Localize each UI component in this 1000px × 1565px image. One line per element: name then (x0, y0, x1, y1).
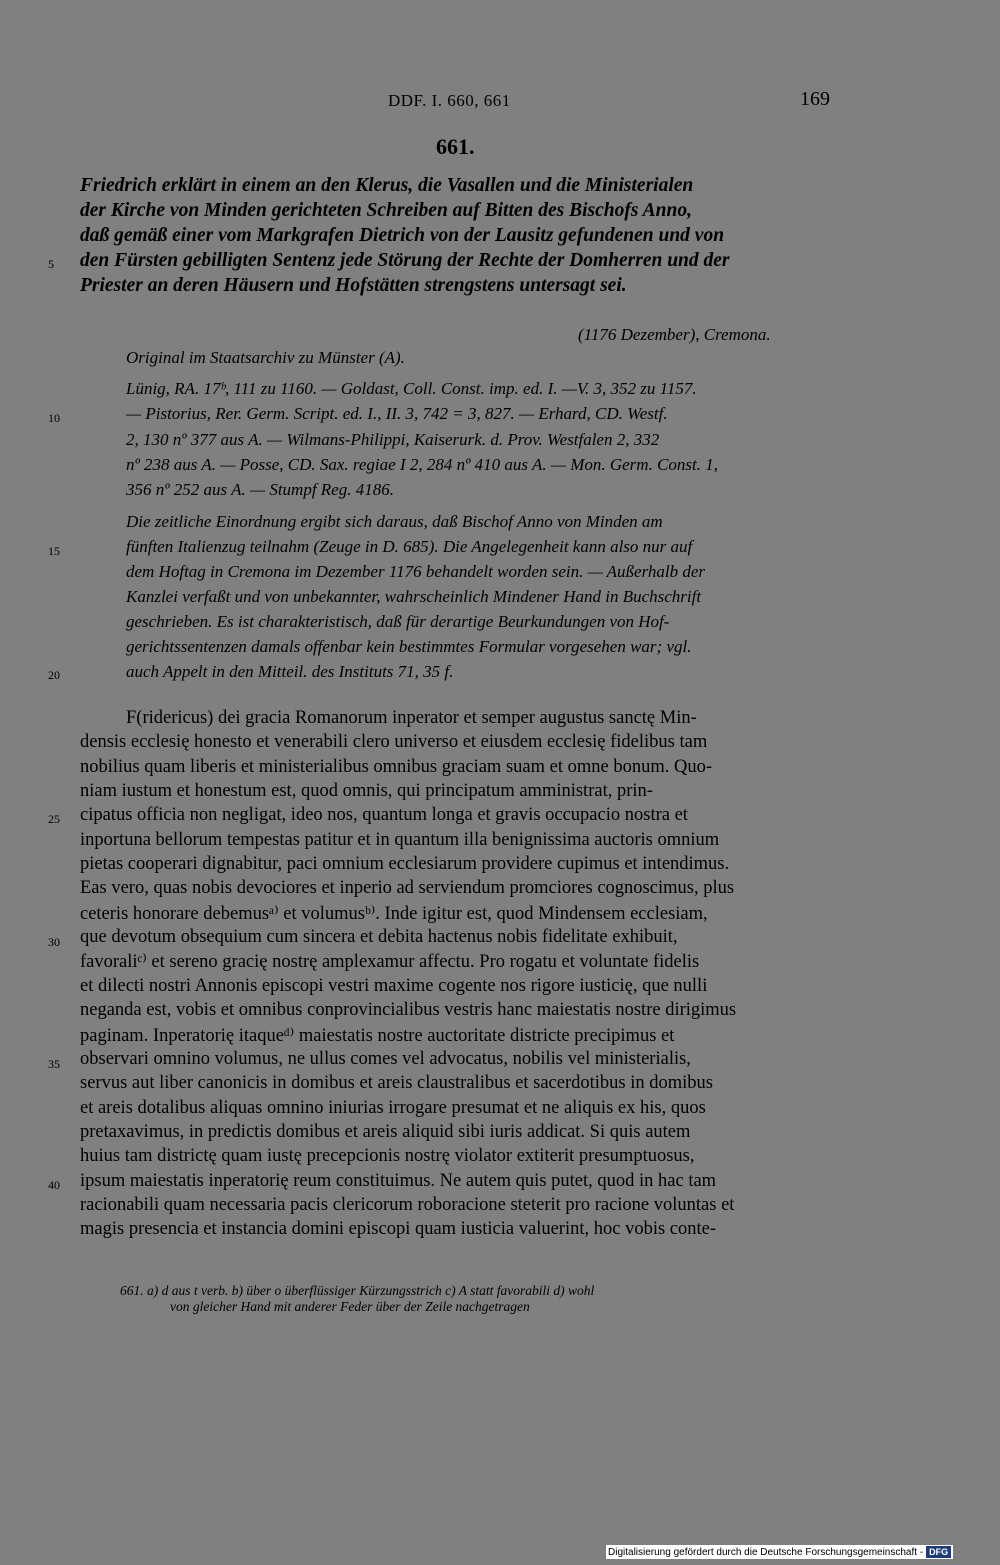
regest-line: der Kirche von Minden gerichteten Schreiben auf Bitten des Bischofs Anno, (80, 200, 692, 221)
date-place: (1176 Dezember), Cremona. (578, 325, 771, 344)
body-line: pretaxavimus, in predictis domibus et areis aliquid sibi iuris addicat. Si quis autem (80, 1122, 691, 1142)
body-line: observari omnino volumus, ne ullus comes vel advocatus, nobilis vel ministerialis, (80, 1049, 691, 1069)
body-line: magis presencia et instancia domini episcopi quam iusticia valuerint, hoc vobis conte- (80, 1219, 717, 1239)
edition-line: 356 nº 252 aus A. — Stumpf Reg. 4186. (126, 480, 394, 499)
line-number: 25 (48, 812, 60, 826)
commentary-line: fünften Italienzug teilnahm (Zeuge in D. 685). Die Angelegenheit kann also nur auf (126, 537, 693, 556)
funding-notice (606, 1545, 953, 1559)
line-number: 35 (48, 1057, 60, 1071)
body-line: neganda est, vobis et omnibus conprovincialibus vestris hanc maiestatis nostre dirigimus (80, 1000, 737, 1020)
commentary-line: gerichtssentenzen damals offenbar kein bestimmtes Formular vorgesehen war; vgl. (126, 637, 692, 656)
line-number: 15 (48, 544, 60, 558)
body-line: densis ecclesię honesto et venerabili clero universo et eiusdem ecclesię fidelibus tam (80, 732, 708, 752)
commentary-line: Die zeitliche Einordnung ergibt sich daraus, daß Bischof Anno von Minden am (126, 512, 663, 531)
body-line: favoraliᶜ⁾ et sereno gracię nostrę amplexamur affectu. Pro rogatu et voluntate fidelis (80, 952, 700, 972)
running-header: DDF. I. 660, 661 (388, 91, 511, 110)
line-number: 40 (48, 1178, 60, 1192)
body-line: et areis dotalibus aliquas omnino iniurias irrogare presumat et ne aliquis ex his, quos (80, 1098, 706, 1118)
footnote-line: von gleicher Hand mit anderer Feder über der Zeile nachgetragen (170, 1299, 530, 1314)
body-line: pietas cooperari dignabitur, paci omnium ecclesiarum providere cupimus et intendimus. (80, 854, 730, 874)
commentary-line: auch Appelt in den Mitteil. des Instituts 71, 35 f. (126, 662, 454, 681)
commentary-line: Kanzlei verfaßt und von unbekannter, wahrscheinlich Mindener Hand in Buchschrift (126, 587, 702, 606)
body-line: F(ridericus) dei gracia Romanorum inperator et semper augustus sanctę Min- (126, 708, 697, 728)
body-line: ipsum maiestatis inperatorię reum constituimus. Ne autem quis putet, quod in hac tam (80, 1171, 717, 1191)
body-line: niam iustum et honestum est, quod omnis, qui principatum amministrat, prin- (80, 781, 653, 801)
body-line: et dilecti nostri Annonis episcopi vestri maxime cogente nos rigore iusticię, que nulli (80, 976, 708, 996)
commentary-line: dem Hoftag in Cremona im Dezember 1176 behandelt worden sein. — Außerhalb der (126, 562, 706, 581)
edition-line: — Pistorius, Rer. Germ. Script. ed. I., II. 3, 742 = 3, 827. — Erhard, CD. Westf. (126, 404, 668, 423)
edition-line: Lünig, RA. 17ᵇ, 111 zu 1160. — Goldast, Coll. Const. imp. ed. I. —V. 3, 352 zu 1157. (126, 379, 697, 398)
line-number: 20 (48, 668, 60, 682)
funding-text: Digitalisierung gefördert durch die Deutsche Forschungsgemeinschaft - (608, 1546, 924, 1558)
footnote-line: 661. a) d aus t verb. b) über o überflüssiger Kürzungsstrich c) A statt favorabili d) wohl (120, 1283, 595, 1298)
regest-line: Priester an deren Häusern und Hofstätten strengstens untersagt sei. (80, 275, 627, 296)
body-line: huius tam districtę quam iustę precepcionis nostrę violator extiterit presumptuosus, (80, 1146, 695, 1166)
edition-line: 2, 130 nº 377 aus A. — Wilmans-Philippi, Kaiserurk. d. Prov. Westfalen 2, 332 (126, 430, 660, 449)
body-line: inportuna bellorum tempestas patitur et in quantum illa benignissima auctoris omnium (80, 830, 720, 850)
regest-line: den Fürsten gebilligten Sentenz jede Störung der Rechte der Domherren und der (80, 250, 730, 271)
document-number: 661. (436, 134, 475, 159)
line-number: 10 (48, 411, 60, 425)
dfg-logo-icon: DFG (926, 1546, 951, 1558)
body-line: servus aut liber canonicis in domibus et areis claustralibus et sacerdotibus in domibus (80, 1073, 713, 1093)
edition-line: nº 238 aus A. — Posse, CD. Sax. regiae I 2, 284 nº 410 aus A. — Mon. Germ. Const. 1, (126, 455, 718, 474)
body-line: cipatus officia non negligat, ideo nos, quantum longa et gravis occupacio nostra et (80, 805, 688, 825)
original-note: Original im Staatsarchiv zu Münster (A). (126, 348, 405, 367)
line-number: 30 (48, 935, 60, 949)
body-line: paginam. Inperatorię itaqueᵈ⁾ maiestatis nostre auctoritate districte precipimus et (80, 1026, 675, 1046)
body-line: Eas vero, quas nobis devociores et inperio ad serviendum promciores cognoscimus, plus (80, 878, 735, 898)
regest-line: Friedrich erklärt in einem an den Klerus, die Vasallen und die Ministerialen (80, 175, 694, 196)
commentary-line: geschrieben. Es ist charakteristisch, daß für derartige Beurkundungen von Hof- (126, 612, 670, 631)
body-line: nobilius quam liberis et ministerialibus omnibus graciam suam et omne bonum. Quo- (80, 757, 712, 777)
regest-line: daß gemäß einer vom Markgrafen Dietrich von der Lausitz gefundenen und von (80, 225, 725, 246)
body-line: que devotum obsequium cum sincera et debita hactenus nobis fidelitate exhibuit, (80, 927, 678, 947)
page-number: 169 (800, 88, 830, 110)
body-line: ceteris honorare debemusᵃ⁾ et volumusᵇ⁾. Inde igitur est, quod Mindensem ecclesiam, (80, 904, 708, 924)
body-line: racionabili quam necessaria pacis clericorum roboracione steterit pro racione voluntas et (80, 1195, 735, 1215)
line-number: 5 (48, 257, 54, 271)
